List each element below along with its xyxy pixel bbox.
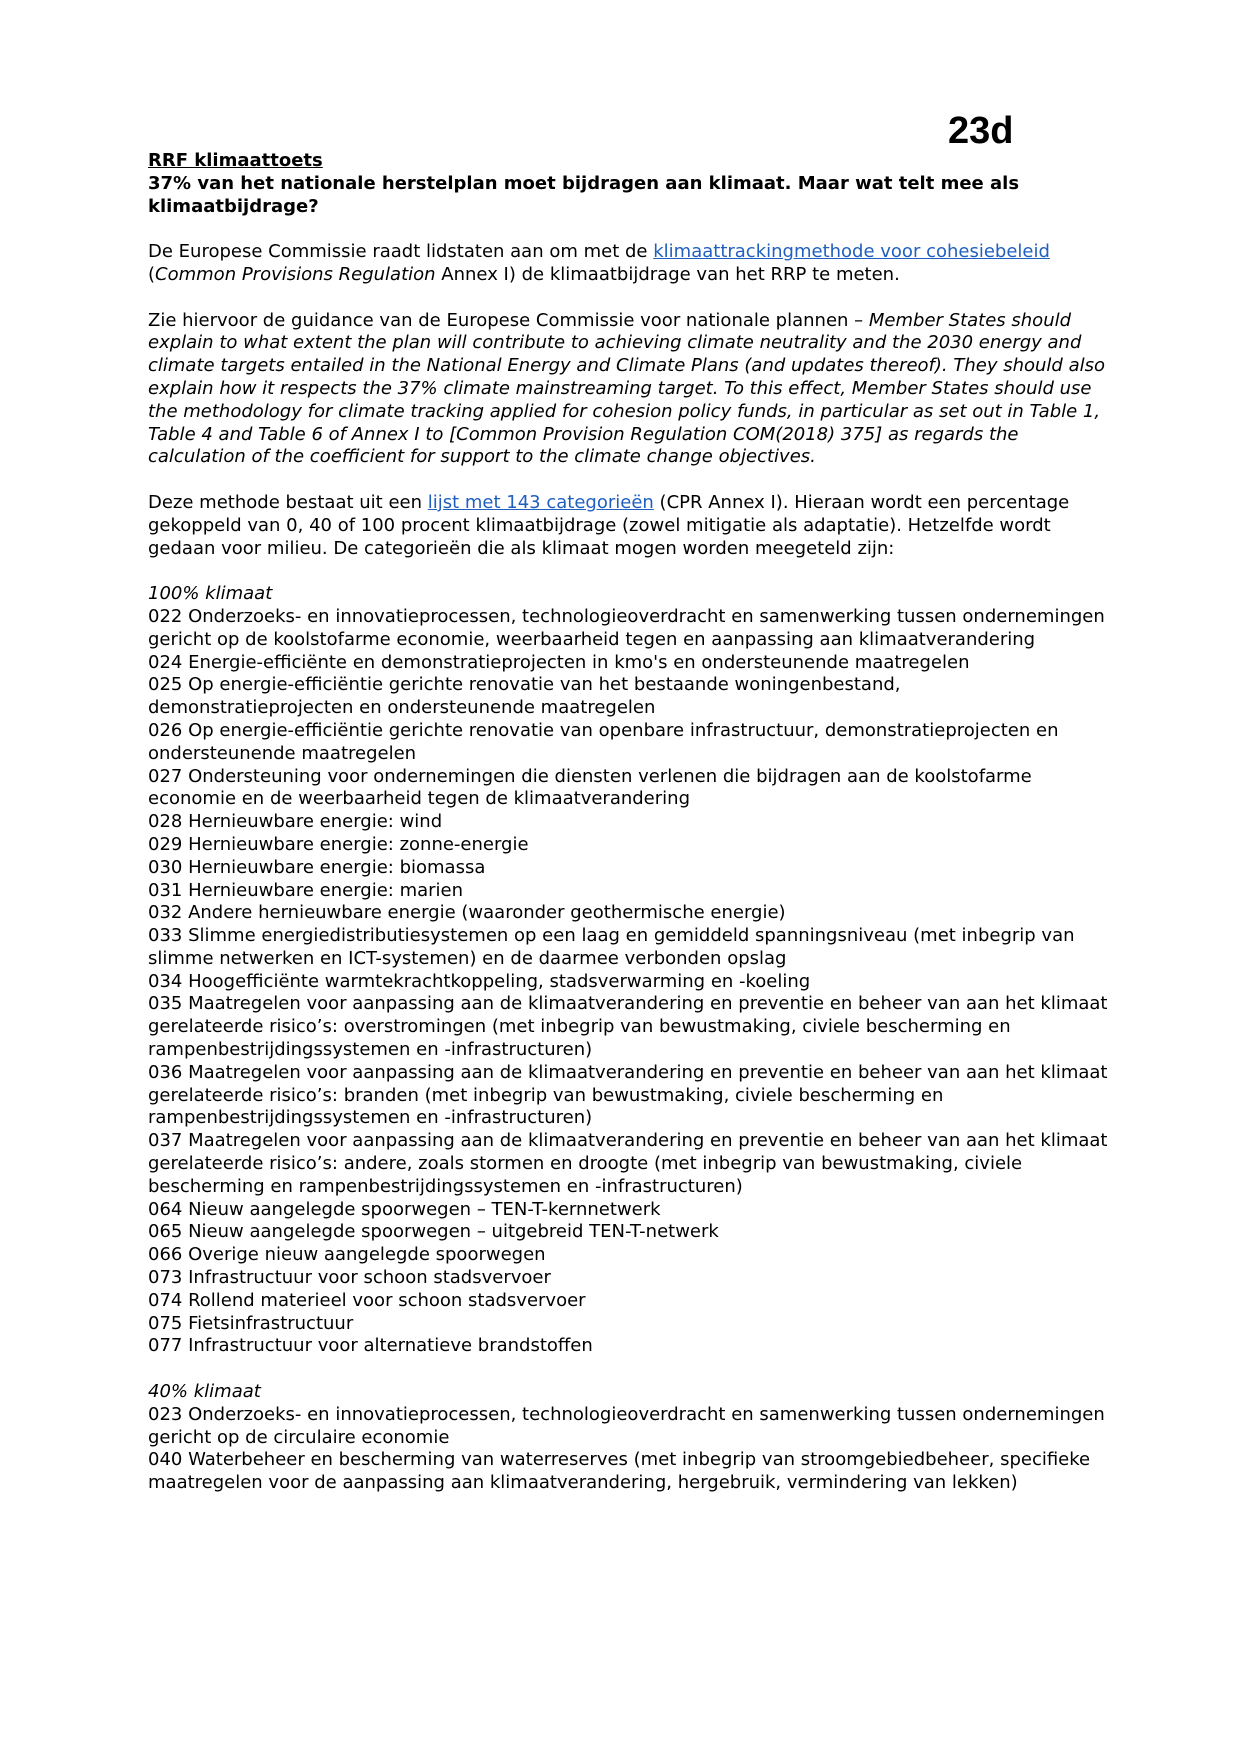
list-item: 024 Energie-efficiënte en demonstratieprojecten in kmo's en ondersteunende maatregelen xyxy=(148,651,970,673)
list-item: 030 Hernieuwbare energie: biomassa xyxy=(148,856,486,878)
italic-text: Common Provisions Regulation xyxy=(155,263,436,285)
list-item: 032 Andere hernieuwbare energie (waaronder geothermische energie) xyxy=(148,902,786,924)
document-title: RRF klimaattoets xyxy=(148,150,323,171)
list-item: 037 Maatregelen voor aanpassing aan de klimaatverandering en preventie en beheer van aan het klimaat gerelateerde risico’s: andere, zoals stormen en droogte (met inbegrip van bewustmaking, civiele bescherming en rampenbestrijdingssystemen en -infrastructuren) xyxy=(148,1130,1108,1197)
spacer xyxy=(148,469,1108,492)
list-item: 027 Ondersteuning voor ondernemingen die diensten verlenen die bijdragen aan de koolstofarme economie en de weerbaarheid tegen de klimaatverandering xyxy=(148,765,1032,810)
category-list-40 xyxy=(148,1404,1108,1495)
list-item: 026 Op energie-efficiëntie gerichte renovatie van openbare infrastructuur, demonstratieprojecten en ondersteunende maatregelen xyxy=(148,719,1059,764)
paragraph-methodology xyxy=(148,241,1108,287)
list-item: 073 Infrastructuur voor schoon stadsvervoer xyxy=(148,1267,551,1289)
paragraph-text: Zie hiervoor de guidance van de Europese Commissie voor nationale plannen – xyxy=(148,309,869,331)
paragraph-text: (CPR Annex I). Hieraan wordt een percentage gekoppeld van 0, 40 of 100 procent klimaatbijdrage (zowel mitigatie als adaptatie). Hetzelfde wordt gedaan voor milieu. De categorieën die als klimaat mogen worden meegeteld zijn: xyxy=(148,491,1070,559)
category-list-100 xyxy=(148,606,1108,1358)
list-item: 025 Op energie-efficiëntie gerichte renovatie van het bestaande woningenbestand, demonstratieprojecten en ondersteunende maatregelen xyxy=(148,674,901,719)
list-item: 022 Onderzoeks- en innovatieprocessen, technologieoverdracht en samenwerking tussen ondernemingen gericht op de koolstofarme economie, weerbaarheid tegen en aanpassing aan klimaatverandering xyxy=(148,605,1105,650)
list-item: 033 Slimme energiedistributiesystemen op een laag en gemiddeld spanningsniveau (met inbegrip van slimme netwerken en ICT-systemen) en de daarmee verbonden opslag xyxy=(148,925,1075,969)
list-item: 031 Hernieuwbare energie: marien xyxy=(148,879,464,901)
list-item: 036 Maatregelen voor aanpassing aan de klimaatverandering en preventie en beheer van aan het klimaat gerelateerde risico’s: branden (met inbegrip van bewustmaking, civiele bescherming en rampenbestrijdingssystemen en -infrastructuren) xyxy=(148,1061,1108,1129)
link-climate-tracking-method[interactable]: klimaattrackingmethode voor cohesiebeleid xyxy=(653,241,1050,263)
list-item: 074 Rollend materieel voor schoon stadsvervoer xyxy=(148,1289,586,1311)
paragraph-text: Deze methode bestaat uit een xyxy=(148,491,428,513)
list-item: 064 Nieuw aangelegde spoorwegen – TEN-T-kernnetwerk xyxy=(148,1198,661,1220)
list-item: 066 Overige nieuw aangelegde spoorwegen xyxy=(148,1244,546,1266)
section-heading-100: 100% klimaat xyxy=(148,583,273,605)
list-item: 065 Nieuw aangelegde spoorwegen – uitgebreid TEN-T-netwerk xyxy=(148,1221,719,1243)
list-item: 028 Hernieuwbare energie: wind xyxy=(148,811,443,833)
link-category-list[interactable]: lijst met 143 categorieën xyxy=(427,491,654,513)
spacer xyxy=(148,287,1108,310)
spacer xyxy=(148,560,1108,583)
paragraph-guidance xyxy=(148,310,1108,470)
list-item: 077 Infrastructuur voor alternatieve brandstoffen xyxy=(148,1335,593,1357)
list-item: 035 Maatregelen voor aanpassing aan de klimaatverandering en preventie en beheer van aan het klimaat gerelateerde risico’s: overstromingen (met inbegrip van bewustmaking, civiele bescherming en rampenbestrijdingssystemen en -infrastructuren) xyxy=(148,993,1108,1061)
paragraph-text: De Europese Commissie raadt lidstaten aan om met de xyxy=(148,241,654,263)
document-body xyxy=(148,150,1108,1495)
spacer xyxy=(148,1358,1108,1381)
paragraph-categories xyxy=(148,492,1108,560)
paragraph-text: ( xyxy=(148,263,156,285)
section-heading-40: 40% klimaat xyxy=(148,1381,261,1403)
list-item: 029 Hernieuwbare energie: zonne-energie xyxy=(148,833,529,855)
document-subtitle: 37% van het nationale herstelplan moet bijdragen aan klimaat. Maar wat telt mee als klimaatbijdrage? xyxy=(148,172,1020,217)
list-item: 023 Onderzoeks- en innovatieprocessen, technologieoverdracht en samenwerking tussen ondernemingen gericht op de circulaire economie xyxy=(148,1403,1105,1448)
spacer xyxy=(148,218,1108,241)
guidance-quote: Member States should explain to what extent the plan will contribute to achieving climate neutrality and the 2030 energy and climate targets entailed in the National Energy and Climate Plans (and updates thereof). They should also explain how it respects the 37% climate mainstreaming target. To this effect, Member States should use the methodology for climate tracking applied for cohesion policy funds, in particular as set out in Table 1, Table 4 and Table 6 of Annex I to [Common Provision Regulation COM(2018) 375] as regards the calculation of the coefficient for support to the climate change objectives. xyxy=(148,309,1105,468)
list-item: 034 Hoogefficiënte warmtekrachtkoppeling, stadsverwarming en -koeling xyxy=(148,970,811,992)
document-number: 23d xyxy=(948,110,1014,152)
list-item: 040 Waterbeheer en bescherming van waterreserves (met inbegrip van stroomgebiedbeheer, specifieke maatregelen voor de aanpassing aan klimaatverandering, hergebruik, vermindering van lekken) xyxy=(148,1449,1091,1494)
paragraph-text: Annex I) de klimaatbijdrage van het RRP te meten. xyxy=(435,263,900,285)
list-item: 075 Fietsinfrastructuur xyxy=(148,1312,354,1334)
